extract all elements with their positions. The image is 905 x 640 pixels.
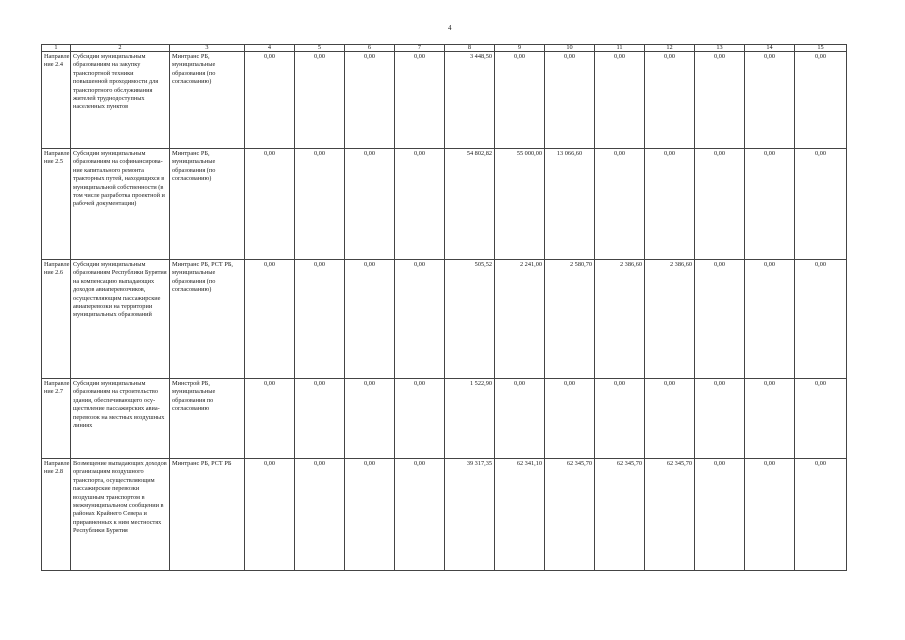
value-cell: 0,00: [495, 52, 545, 149]
value-cell: 0,00: [645, 52, 695, 149]
value-cell: 0,00: [395, 379, 445, 459]
description-cell: Субсидии муниципальным образованиям на закупку транспортной техники повышенной проходимости для транспортного обслуживания жителей труднодоступных населенных пунктов: [71, 52, 170, 149]
value-cell: 0,00: [695, 379, 745, 459]
value-cell: 0,00: [745, 379, 795, 459]
value-cell: 0,00: [395, 52, 445, 149]
value-cell: 0,00: [345, 459, 395, 571]
value-cell: 0,00: [245, 149, 295, 260]
executor-cell: Минтранс РБ, муниципальные образования (по согласованию): [170, 149, 245, 260]
value-cell: 13 066,60: [545, 149, 595, 260]
description-cell: Субсидии муниципальным образованиям Республики Бурятия на компенсацию выпадающих доходов авиаперевозчиков, осуществляющим пассажирские авиаперевозки на территории муниципальных образований: [71, 260, 170, 379]
value-cell: 0,00: [595, 149, 645, 260]
value-cell: 0,00: [795, 260, 847, 379]
value-cell: 0,00: [695, 260, 745, 379]
table-row: [42, 149, 847, 260]
value-cell: 0,00: [395, 459, 445, 571]
column-header: 9: [495, 45, 545, 52]
value-cell: 0,00: [395, 149, 445, 260]
direction-code-cell: Направле ние 2.8: [42, 459, 71, 571]
column-header: 7: [395, 45, 445, 52]
value-cell: 0,00: [695, 459, 745, 571]
value-cell: 0,00: [695, 52, 745, 149]
table-row: [42, 260, 847, 379]
description-cell: Субсидии муниципальным образованиям на софинансирова-ние капитального ремонта тракторных путей, находящихся в муниципальной собственности (в том числе разработка проектной и рабочей документации): [71, 149, 170, 260]
direction-code-cell: Направле ние 2.7: [42, 379, 71, 459]
column-header: 10: [545, 45, 595, 52]
value-cell: 2 241,00: [495, 260, 545, 379]
value-cell: 1 522,90: [445, 379, 495, 459]
column-header: 15: [795, 45, 847, 52]
value-cell: 0,00: [345, 149, 395, 260]
value-cell: 0,00: [245, 260, 295, 379]
column-header: 12: [645, 45, 695, 52]
column-header: 5: [295, 45, 345, 52]
value-cell: 0,00: [295, 52, 345, 149]
column-header: 11: [595, 45, 645, 52]
value-cell: 0,00: [745, 52, 795, 149]
description-cell: Возмещение выпадающих доходов организациям воздушного транспорта, осуществляющим пассажирские перевозки воздушным транспортом в межмуниципальном сообщении в районах Крайнего Севера и приравненных к ним местностях Республики Бурятия: [71, 459, 170, 571]
value-cell: 0,00: [645, 379, 695, 459]
value-cell: 62 345,70: [545, 459, 595, 571]
column-header: 4: [245, 45, 295, 52]
table-row: [42, 379, 847, 459]
value-cell: 0,00: [645, 149, 695, 260]
value-cell: 0,00: [245, 459, 295, 571]
value-cell: 0,00: [745, 260, 795, 379]
direction-code-cell: Направле ние 2.4: [42, 52, 71, 149]
direction-code-cell: Направле ние 2.6: [42, 260, 71, 379]
table-row: [42, 459, 847, 571]
value-cell: 54 802,82: [445, 149, 495, 260]
value-cell: 0,00: [795, 459, 847, 571]
value-cell: 0,00: [245, 379, 295, 459]
value-cell: 2 386,60: [595, 260, 645, 379]
column-header: 13: [695, 45, 745, 52]
value-cell: 0,00: [345, 379, 395, 459]
value-cell: 62 341,10: [495, 459, 545, 571]
value-cell: 0,00: [295, 260, 345, 379]
executor-cell: Минтранс РБ, РСТ РБ: [170, 459, 245, 571]
executor-cell: Минтранс РБ, РСТ РБ, муниципальные образования (по согласованию): [170, 260, 245, 379]
value-cell: 2 580,70: [545, 260, 595, 379]
value-cell: 0,00: [295, 149, 345, 260]
value-cell: 0,00: [545, 52, 595, 149]
executor-cell: Минстрой РБ, муниципальные образования по согласованию: [170, 379, 245, 459]
description-cell: Субсидии муниципальным образованиям на строительство здания, обеспечивающего осу-ществление пассажирских авиа-перевозок на местных воздушных линиях: [71, 379, 170, 459]
column-header: 6: [345, 45, 395, 52]
value-cell: 0,00: [345, 260, 395, 379]
column-header: 8: [445, 45, 495, 52]
column-header: 3: [170, 45, 245, 52]
value-cell: 55 000,00: [495, 149, 545, 260]
value-cell: 0,00: [595, 379, 645, 459]
value-cell: 0,00: [795, 379, 847, 459]
value-cell: 3 448,50: [445, 52, 495, 149]
budget-table: [41, 44, 847, 571]
executor-cell: Минтранс РБ, муниципальные образования (по согласованию): [170, 52, 245, 149]
value-cell: 0,00: [695, 149, 745, 260]
column-number-header-row: [42, 45, 847, 52]
value-cell: 505,52: [445, 260, 495, 379]
value-cell: 0,00: [745, 149, 795, 260]
value-cell: 62 345,70: [645, 459, 695, 571]
column-header: 1: [42, 45, 71, 52]
value-cell: 0,00: [295, 459, 345, 571]
value-cell: 0,00: [545, 379, 595, 459]
value-cell: 0,00: [795, 52, 847, 149]
value-cell: 39 317,35: [445, 459, 495, 571]
value-cell: 62 345,70: [595, 459, 645, 571]
direction-code-cell: Направле ние 2.5: [42, 149, 71, 260]
value-cell: 0,00: [595, 52, 645, 149]
value-cell: 0,00: [295, 379, 345, 459]
value-cell: 0,00: [745, 459, 795, 571]
table-row: [42, 52, 847, 149]
value-cell: 0,00: [345, 52, 395, 149]
value-cell: 0,00: [795, 149, 847, 260]
value-cell: 2 386,60: [645, 260, 695, 379]
column-header: 14: [745, 45, 795, 52]
column-header: 2: [71, 45, 170, 52]
value-cell: 0,00: [395, 260, 445, 379]
value-cell: 0,00: [245, 52, 295, 149]
value-cell: 0,00: [495, 379, 545, 459]
page-number: 4: [448, 24, 452, 32]
